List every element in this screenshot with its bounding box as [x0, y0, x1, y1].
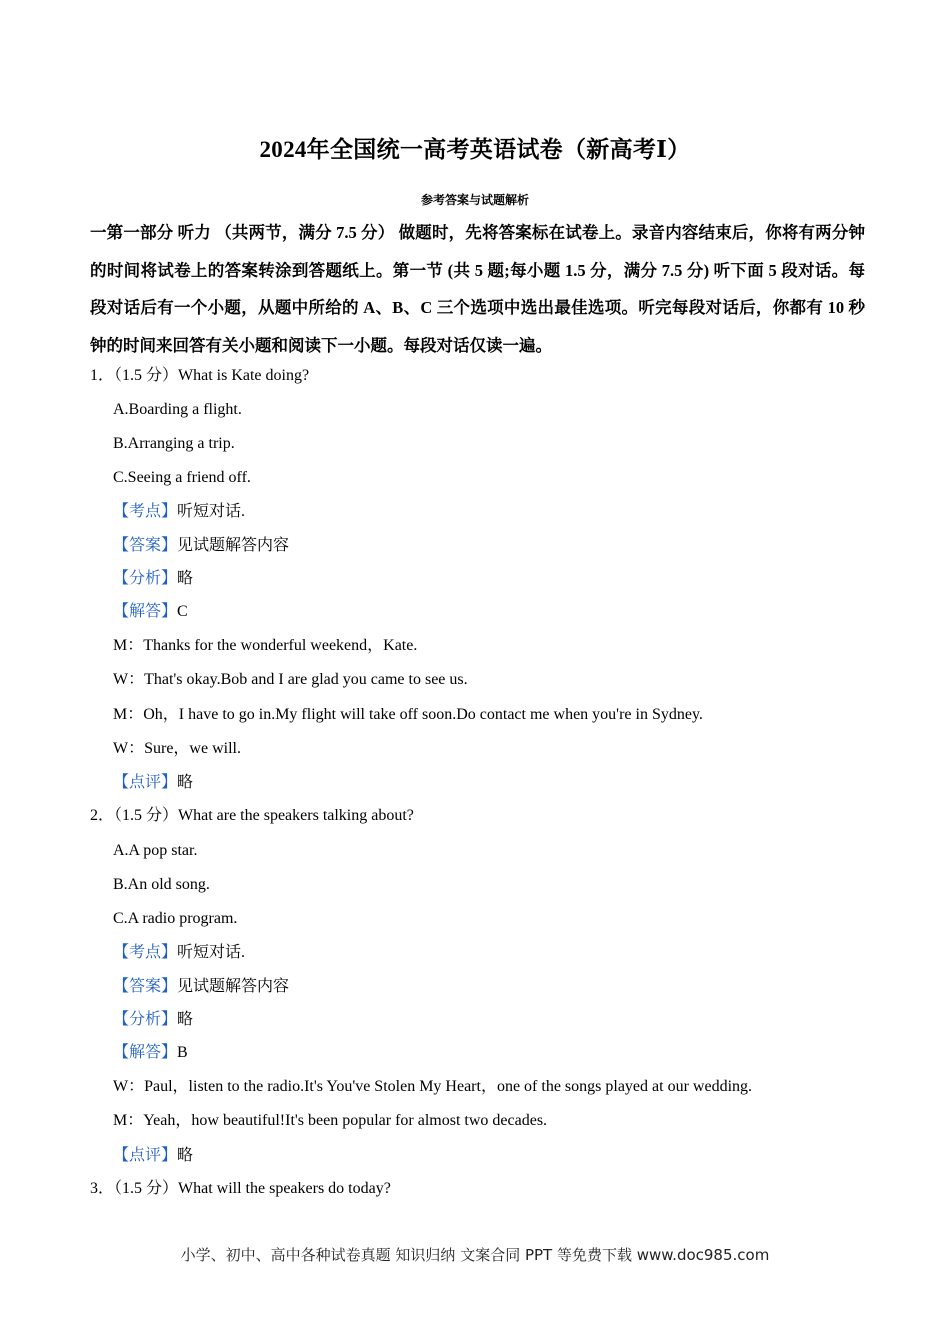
question-2-option-c: C.A radio program. — [113, 910, 238, 927]
section-instructions: 一第一部分 听力 （共两节，满分 7.5 分） 做题时，先将答案标在试卷上。录音内容结束后，你将有两分钟的时间将试卷上的答案转涂到答题纸上。第一节 (共 5 题;每小题 1.5 分，满分 7.5 分) 听下面 5 段对话。每段对话后有一个小题，从题中所给的 A、B、C 三个选项中选出最佳选项。听完每段对话后，你都有 10 秒钟的时间来回答有关小题和阅读下一小题。每段对话仅读一遍。 — [90, 223, 865, 355]
question-1-option-c: C.Seeing a friend off. — [113, 469, 251, 486]
dialogue-line: W：Paul，listen to the radio.It's You've Stolen My Heart，one of the songs played at our wedding. — [113, 1078, 753, 1095]
page-footer: 小学、初中、高中各种试卷真题 知识归纳 文案合同 PPT 等免费下载 www.doc985.com — [180, 1246, 770, 1264]
fenxi-text: 略 — [177, 1011, 194, 1028]
document-subtitle: 参考答案与试题解析 — [420, 193, 529, 207]
dialogue-line: M：Oh，I have to go in.My flight will take off soon.Do contact me when you're in Sydney. — [113, 706, 703, 723]
question-2-option-b: B.An old song. — [113, 876, 210, 893]
question-1-option-b: B.Arranging a trip. — [113, 435, 235, 452]
question-3-stem: 3．（1.5 分）What will the speakers do today? — [90, 1180, 391, 1197]
kaodian-text: 听短对话. — [177, 503, 246, 520]
question-2-daan — [113, 977, 289, 997]
kaodian-text: 听短对话. — [177, 944, 246, 961]
jieda-tag: 【解答】 — [113, 603, 178, 620]
fenxi-text: 略 — [177, 570, 194, 587]
question-1-dianping — [113, 773, 193, 793]
dianping-tag: 【点评】 — [113, 774, 178, 791]
dialogue-line: W：Sure，we will. — [113, 740, 241, 757]
question-1-option-a: A.Boarding a flight. — [113, 401, 242, 418]
kaodian-tag: 【考点】 — [113, 944, 178, 961]
jieda-text: B — [177, 1044, 188, 1061]
dialogue-line: M：Thanks for the wonderful weekend，Kate. — [113, 637, 418, 654]
dialogue-line: M：Yeah，how beautiful!It's been popular for almost two decades. — [113, 1112, 548, 1129]
dianping-tag: 【点评】 — [113, 1147, 178, 1164]
question-2-jieda — [113, 1043, 188, 1063]
question-1-daan — [113, 536, 289, 556]
dianping-text: 略 — [177, 1147, 194, 1164]
question-2-kaodian — [113, 943, 245, 963]
question-2-option-a: A.A pop star. — [113, 842, 198, 859]
daan-tag: 【答案】 — [113, 537, 178, 554]
question-1-stem: 1．（1.5 分）What is Kate doing? — [90, 367, 310, 384]
daan-text: 见试题解答内容 — [177, 537, 290, 554]
dianping-text: 略 — [177, 774, 194, 791]
fenxi-tag: 【分析】 — [113, 570, 178, 587]
document-title: 2024年全国统一高考英语试卷（新高考Ⅰ） — [259, 137, 691, 162]
question-2-fenxi — [113, 1010, 193, 1030]
daan-tag: 【答案】 — [113, 978, 178, 995]
question-1-kaodian — [113, 502, 245, 522]
kaodian-tag: 【考点】 — [113, 503, 178, 520]
question-2-stem: 2．（1.5 分）What are the speakers talking about? — [90, 807, 414, 824]
dialogue-line: W：That's okay.Bob and I are glad you came to see us. — [113, 671, 468, 688]
jieda-tag: 【解答】 — [113, 1044, 178, 1061]
question-2-dianping — [113, 1146, 193, 1166]
question-1-fenxi — [113, 569, 193, 589]
jieda-text: C — [177, 603, 188, 620]
fenxi-tag: 【分析】 — [113, 1011, 178, 1028]
daan-text: 见试题解答内容 — [177, 978, 290, 995]
question-1-jieda — [113, 602, 188, 622]
